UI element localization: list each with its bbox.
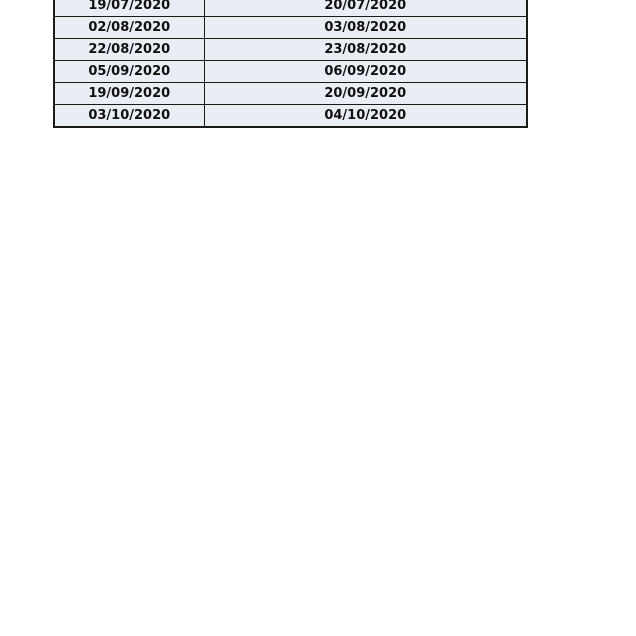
table-row <box>54 39 527 61</box>
table-row <box>54 61 527 83</box>
end-date-cell: 03/08/2020 <box>204 17 527 39</box>
start-date-cell: 19/07/2020 <box>54 0 204 17</box>
start-date-cell: 19/09/2020 <box>54 83 204 105</box>
start-date-cell: 22/08/2020 <box>54 39 204 61</box>
start-date-cell: 02/08/2020 <box>54 17 204 39</box>
start-date-cell: 03/10/2020 <box>54 105 204 128</box>
end-date-cell: 20/07/2020 <box>204 0 527 17</box>
start-date-cell: 05/09/2020 <box>54 61 204 83</box>
table-row <box>54 17 527 39</box>
date-table <box>53 0 528 128</box>
table-row <box>54 0 527 17</box>
table-row <box>54 105 527 128</box>
end-date-cell: 23/08/2020 <box>204 39 527 61</box>
end-date-cell: 20/09/2020 <box>204 83 527 105</box>
end-date-cell: 06/09/2020 <box>204 61 527 83</box>
table-row <box>54 83 527 105</box>
end-date-cell: 04/10/2020 <box>204 105 527 128</box>
